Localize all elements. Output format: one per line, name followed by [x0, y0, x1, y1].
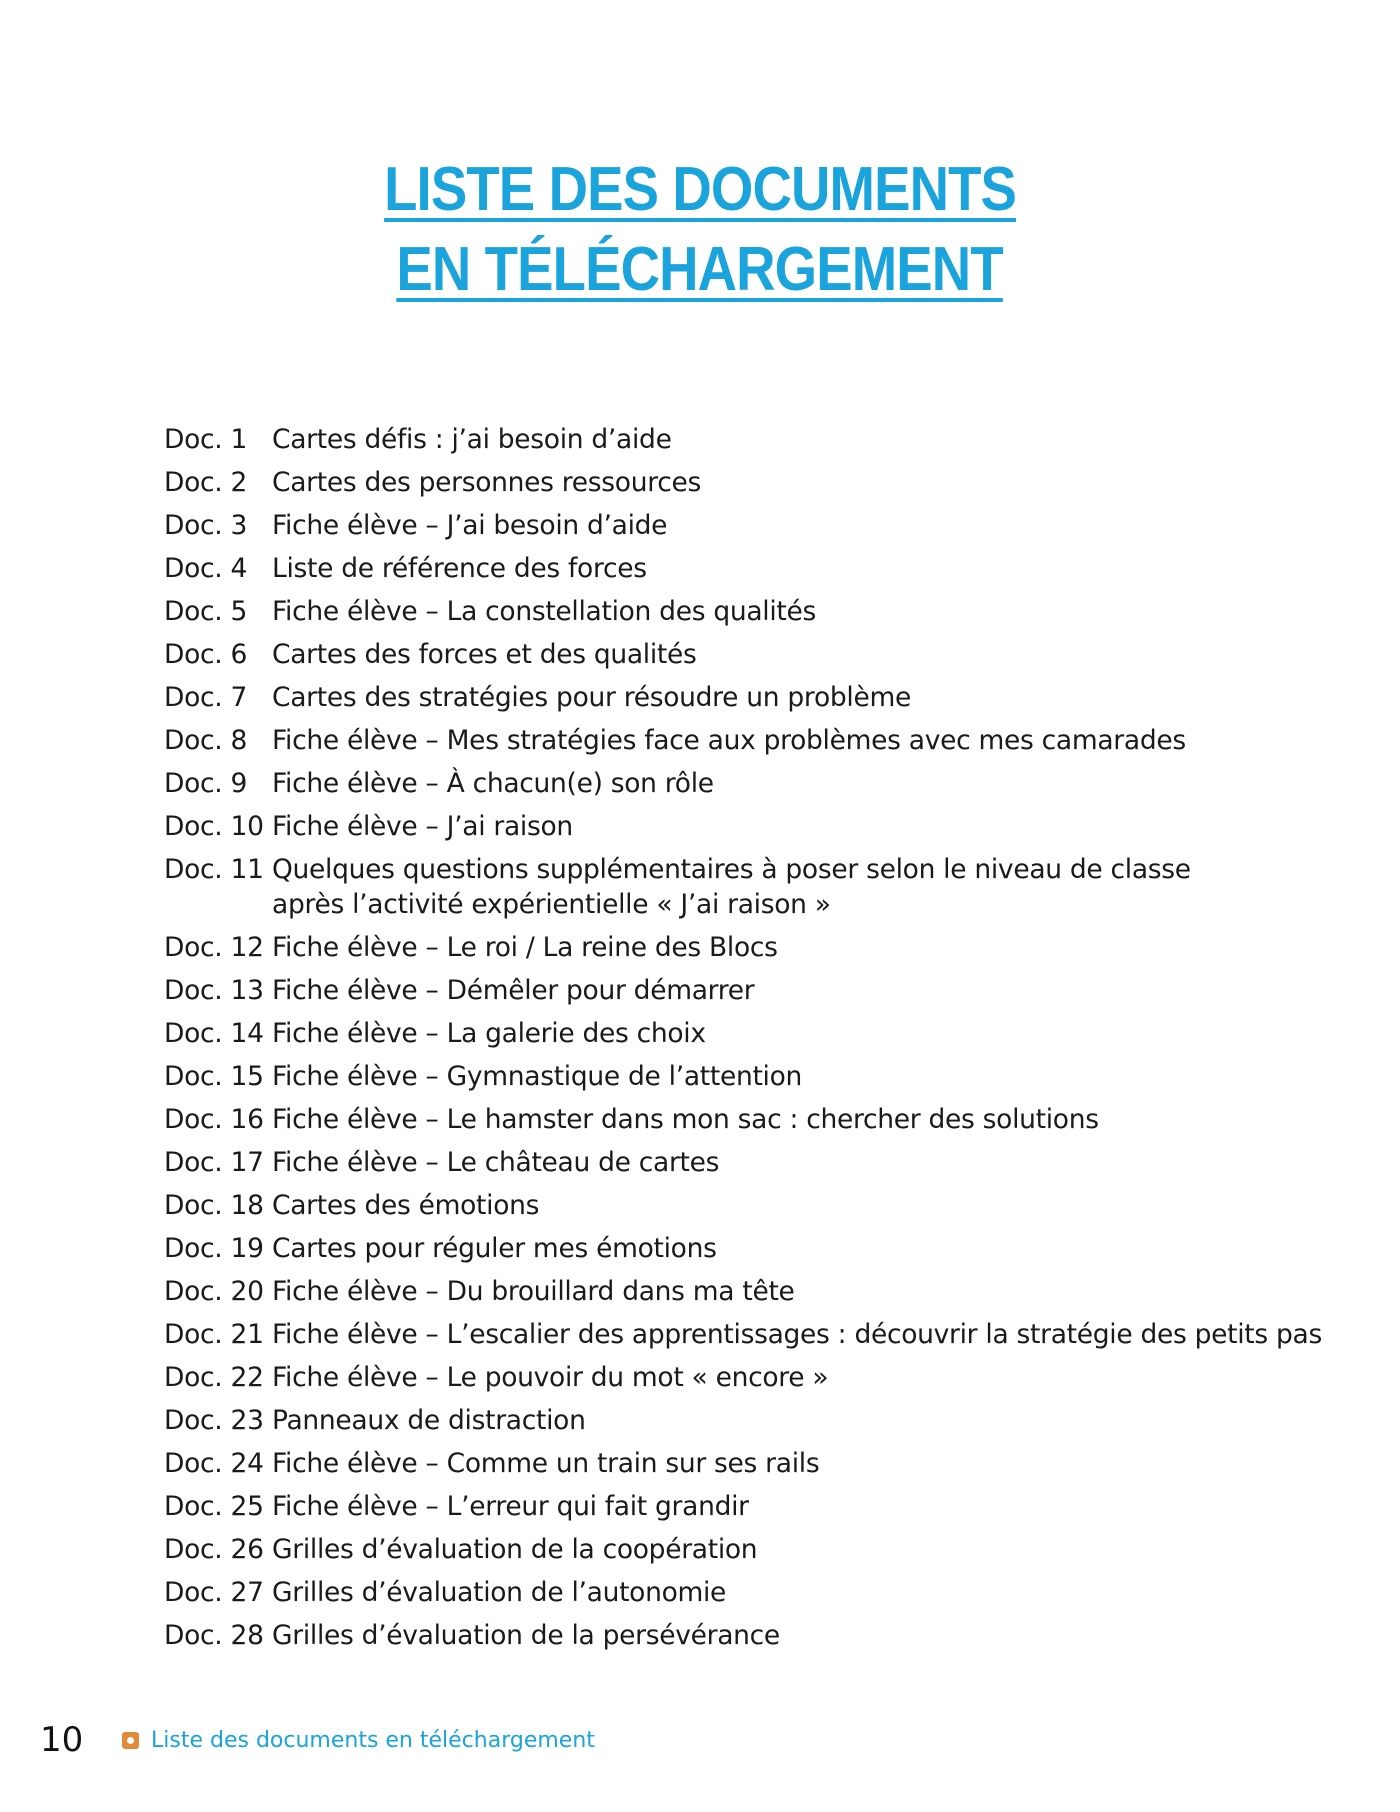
doc-number: Doc. 2 — [164, 467, 248, 498]
doc-number: Doc. 18 — [164, 1190, 264, 1221]
doc-number: Doc. 15 — [164, 1061, 264, 1092]
doc-number: Doc. 23 — [164, 1405, 264, 1436]
doc-title-line: Cartes défis : j’ai besoin d’aide — [272, 424, 672, 455]
doc-title-line: Fiche élève – Gymnastique de l’attention — [272, 1061, 803, 1092]
doc-title-line: Fiche élève – Du brouillard dans ma tête — [272, 1276, 795, 1307]
doc-title — [272, 852, 1284, 922]
doc-title-line: Cartes des émotions — [272, 1190, 540, 1221]
title-line-1: LISTE DES DOCUMENTS — [383, 155, 1016, 224]
list-item — [164, 1098, 1284, 1141]
doc-title — [272, 969, 1284, 1012]
doc-number: Doc. 8 — [164, 725, 248, 756]
doc-title — [272, 1356, 1284, 1399]
doc-number: Doc. 6 — [164, 639, 248, 670]
page-title — [0, 150, 1400, 310]
list-item — [164, 590, 1284, 633]
doc-title-line: Cartes des stratégies pour résoudre un problème — [272, 682, 911, 713]
doc-title — [272, 1528, 1284, 1571]
doc-number: Doc. 11 — [164, 854, 264, 885]
doc-title-line: Fiche élève – La galerie des choix — [272, 1018, 706, 1049]
list-item — [164, 547, 1284, 590]
doc-title — [272, 547, 1284, 590]
doc-number: Doc. 22 — [164, 1362, 264, 1393]
list-item — [164, 1012, 1284, 1055]
doc-title — [272, 461, 1284, 504]
list-item — [164, 1227, 1284, 1270]
list-item — [164, 676, 1284, 719]
doc-number: Doc. 21 — [164, 1319, 264, 1350]
doc-title-line: Grilles d’évaluation de la coopération — [272, 1534, 758, 1565]
list-item — [164, 805, 1284, 848]
list-item — [164, 848, 1284, 926]
doc-title-line: Fiche élève – Mes stratégies face aux problèmes avec mes camarades — [272, 725, 1186, 756]
doc-title-line: Fiche élève – La constellation des qualités — [272, 596, 817, 627]
title-line-2: EN TÉLÉCHARGEMENT — [396, 235, 1004, 304]
list-item — [164, 1055, 1284, 1098]
doc-title-line: Fiche élève – Le pouvoir du mot « encore » — [272, 1362, 829, 1393]
doc-title — [272, 418, 1284, 461]
list-item — [164, 1399, 1284, 1442]
doc-number: Doc. 9 — [164, 768, 248, 799]
doc-title-line: Fiche élève – L’erreur qui fait grandir — [272, 1491, 749, 1522]
doc-number: Doc. 14 — [164, 1018, 264, 1049]
doc-title-line: après l’activité expérientielle « J’ai raison » — [272, 889, 831, 920]
doc-title — [272, 1571, 1284, 1614]
doc-title-line: Grilles d’évaluation de l’autonomie — [272, 1577, 727, 1608]
doc-title-line: Fiche élève – À chacun(e) son rôle — [272, 768, 714, 799]
list-item — [164, 1356, 1284, 1399]
doc-title-line: Panneaux de distraction — [272, 1405, 586, 1436]
page-number: 10 — [40, 1720, 84, 1760]
doc-title — [272, 1055, 1284, 1098]
list-item — [164, 969, 1284, 1012]
doc-title — [272, 1012, 1284, 1055]
doc-number: Doc. 7 — [164, 682, 248, 713]
doc-title-line: Grilles d’évaluation de la persévérance — [272, 1620, 780, 1651]
doc-number: Doc. 3 — [164, 510, 248, 541]
list-item — [164, 1571, 1284, 1614]
doc-number: Doc. 25 — [164, 1491, 264, 1522]
doc-number: Doc. 17 — [164, 1147, 264, 1178]
doc-title — [272, 1270, 1284, 1313]
doc-number: Doc. 16 — [164, 1104, 264, 1135]
doc-title — [272, 719, 1284, 762]
doc-title-line: Fiche élève – Le roi / La reine des Blocs — [272, 932, 778, 963]
document-list — [164, 418, 1322, 1657]
doc-number: Doc. 4 — [164, 553, 248, 584]
doc-title-line: Cartes des personnes ressources — [272, 467, 702, 498]
list-item — [164, 1442, 1284, 1485]
footer-section-title: Liste des documents en téléchargement — [151, 1727, 595, 1753]
list-item — [164, 1528, 1284, 1571]
doc-title-line: Quelques questions supplémentaires à poser selon le niveau de classe — [272, 854, 1191, 885]
list-item — [164, 762, 1284, 805]
list-item — [164, 1270, 1284, 1313]
doc-number: Doc. 28 — [164, 1620, 264, 1651]
doc-title-line: Fiche élève – J’ai raison — [272, 811, 573, 842]
doc-title-line: Fiche élève – J’ai besoin d’aide — [272, 510, 668, 541]
doc-title-line: Fiche élève – Comme un train sur ses rails — [272, 1448, 820, 1479]
list-item — [164, 461, 1284, 504]
doc-title — [272, 676, 1284, 719]
doc-number: Doc. 27 — [164, 1577, 264, 1608]
doc-number: Doc. 1 — [164, 424, 248, 455]
list-item — [164, 1184, 1284, 1227]
square-bullet-icon — [122, 1732, 139, 1749]
list-item — [164, 1485, 1284, 1528]
list-item — [164, 926, 1284, 969]
list-item — [164, 633, 1284, 676]
doc-title — [272, 926, 1284, 969]
doc-title-line: Cartes pour réguler mes émotions — [272, 1233, 717, 1264]
doc-title — [272, 1098, 1284, 1141]
doc-title-line: Fiche élève – L’escalier des apprentissages : découvrir la stratégie des petits pas — [272, 1319, 1322, 1350]
doc-title — [272, 805, 1284, 848]
list-item — [164, 719, 1284, 762]
doc-title — [272, 590, 1284, 633]
doc-number: Doc. 26 — [164, 1534, 264, 1565]
doc-title-line: Cartes des forces et des qualités — [272, 639, 697, 670]
list-item — [164, 1614, 1284, 1657]
doc-number: Doc. 13 — [164, 975, 264, 1006]
doc-title — [272, 762, 1284, 805]
doc-title — [272, 1184, 1284, 1227]
doc-title — [272, 1313, 1322, 1356]
doc-title-line: Fiche élève – Démêler pour démarrer — [272, 975, 755, 1006]
doc-title-line: Fiche élève – Le hamster dans mon sac : chercher des solutions — [272, 1104, 1099, 1135]
doc-title — [272, 633, 1284, 676]
doc-number: Doc. 24 — [164, 1448, 264, 1479]
doc-title — [272, 1399, 1284, 1442]
doc-number: Doc. 12 — [164, 932, 264, 963]
doc-title — [272, 1141, 1284, 1184]
doc-number: Doc. 20 — [164, 1276, 264, 1307]
doc-title — [272, 1614, 1284, 1657]
doc-number: Doc. 10 — [164, 811, 264, 842]
list-item — [164, 504, 1284, 547]
doc-number: Doc. 5 — [164, 596, 248, 627]
list-item — [164, 418, 1284, 461]
doc-title — [272, 1442, 1284, 1485]
doc-number: Doc. 19 — [164, 1233, 264, 1264]
doc-title — [272, 1227, 1284, 1270]
doc-title — [272, 504, 1284, 547]
list-item — [164, 1141, 1284, 1184]
page-footer — [40, 1720, 595, 1760]
doc-title-line: Liste de référence des forces — [272, 553, 647, 584]
doc-title — [272, 1485, 1284, 1528]
doc-title-line: Fiche élève – Le château de cartes — [272, 1147, 720, 1178]
list-item — [164, 1313, 1322, 1356]
